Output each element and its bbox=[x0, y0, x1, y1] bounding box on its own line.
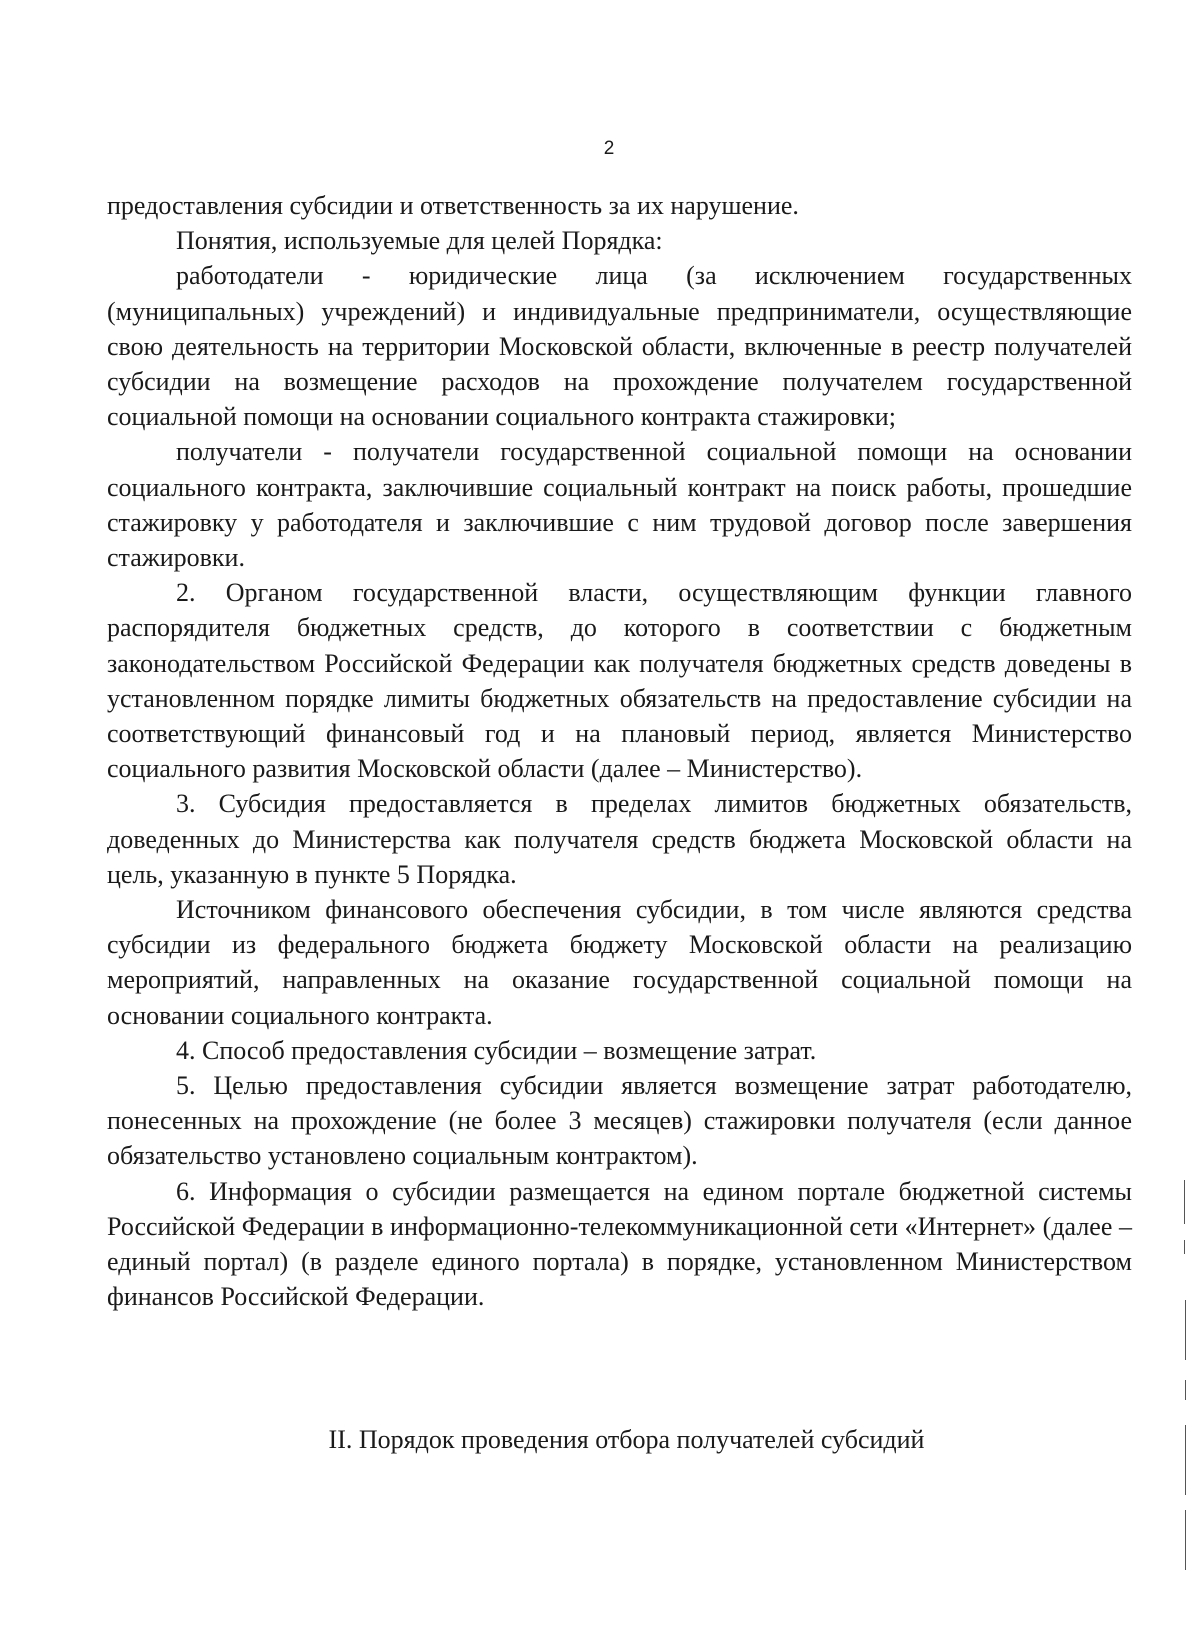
paragraph-funding-source: Источником финансового обеспечения субсидии, в том числе являются средства субсидии из федерального бюджета бюджету Московской области на реализацию мероприятий, направленных на оказание государственной социальной помощи на основании социального контракта. bbox=[107, 895, 1132, 1030]
section-heading: II. Порядок проведения отбора получателей субсидий bbox=[328, 1425, 925, 1454]
document-body bbox=[107, 188, 1132, 1315]
paragraph-clause-2: 2. Органом государственной власти, осуществляющим функции главного распорядителя бюджетных средств, до которого в соответствии с бюджетным законодательством Российской Федерации как получателя бюджетных средств доведены в установленном порядке лимиты бюджетных обязательств на предоставление субсидии на соответствующий финансовый год и на плановый период, является Министерство социального развития Московской области (далее – Министерство). bbox=[107, 578, 1132, 784]
paragraph-definition-employers: работодатели - юридические лица (за исключением государственных (муниципальных) учреждений) и индивидуальные предприниматели, осуществляющие свою деятельность на территории Московской области, включенные в реестр получателей субсидии на возмещение расходов на прохождение получателем государственной социальной помощи на основании социального контракта стажировки; bbox=[107, 261, 1132, 432]
paragraph-definition-recipients: получатели - получатели государственной социальной помощи на основании социального контракта, заключившие социальный контракт на поиск работы, прошедшие стажировку у работодателя и заключившие с ним трудовой договор после завершения стажировки. bbox=[107, 437, 1132, 573]
paragraph: предоставления субсидии и ответственность за их нарушение. bbox=[107, 191, 799, 220]
scan-artifact bbox=[1185, 1300, 1186, 1360]
paragraph: Понятия, используемые для целей Порядка: bbox=[176, 226, 663, 256]
scan-artifact bbox=[1184, 1240, 1185, 1254]
paragraph-clause-6: 6. Информация о субсидии размещается на едином портале бюджетной системы Российской Федерации в информационно-телекоммуникационной сети «Интернет» (далее – единый портал) (в разделе единого портала) в порядке, установленном Министерством финансов Российской Федерации. bbox=[107, 1176, 1132, 1312]
scan-artifact bbox=[1185, 1510, 1186, 1570]
page-number: 2 bbox=[603, 138, 615, 159]
paragraph-clause-3: 3. Субсидия предоставляется в пределах лимитов бюджетных обязательств, доведенных до Министерства как получателя средств бюджета Московской области на цель, указанную в пункте 5 Порядка. bbox=[107, 789, 1132, 889]
scan-artifact bbox=[1185, 1380, 1186, 1400]
paragraph-clause-5: 5. Целью предоставления субсидии является возмещение затрат работодателю, понесенных на прохождение (не более 3 месяцев) стажировки получателя (если данное обязательство установлено социальным контрактом). bbox=[107, 1071, 1132, 1171]
paragraph-clause-4: 4. Способ предоставления субсидии – возмещение затрат. bbox=[176, 1035, 817, 1065]
scan-artifact bbox=[1184, 1180, 1185, 1224]
scan-artifact bbox=[1185, 1425, 1186, 1495]
